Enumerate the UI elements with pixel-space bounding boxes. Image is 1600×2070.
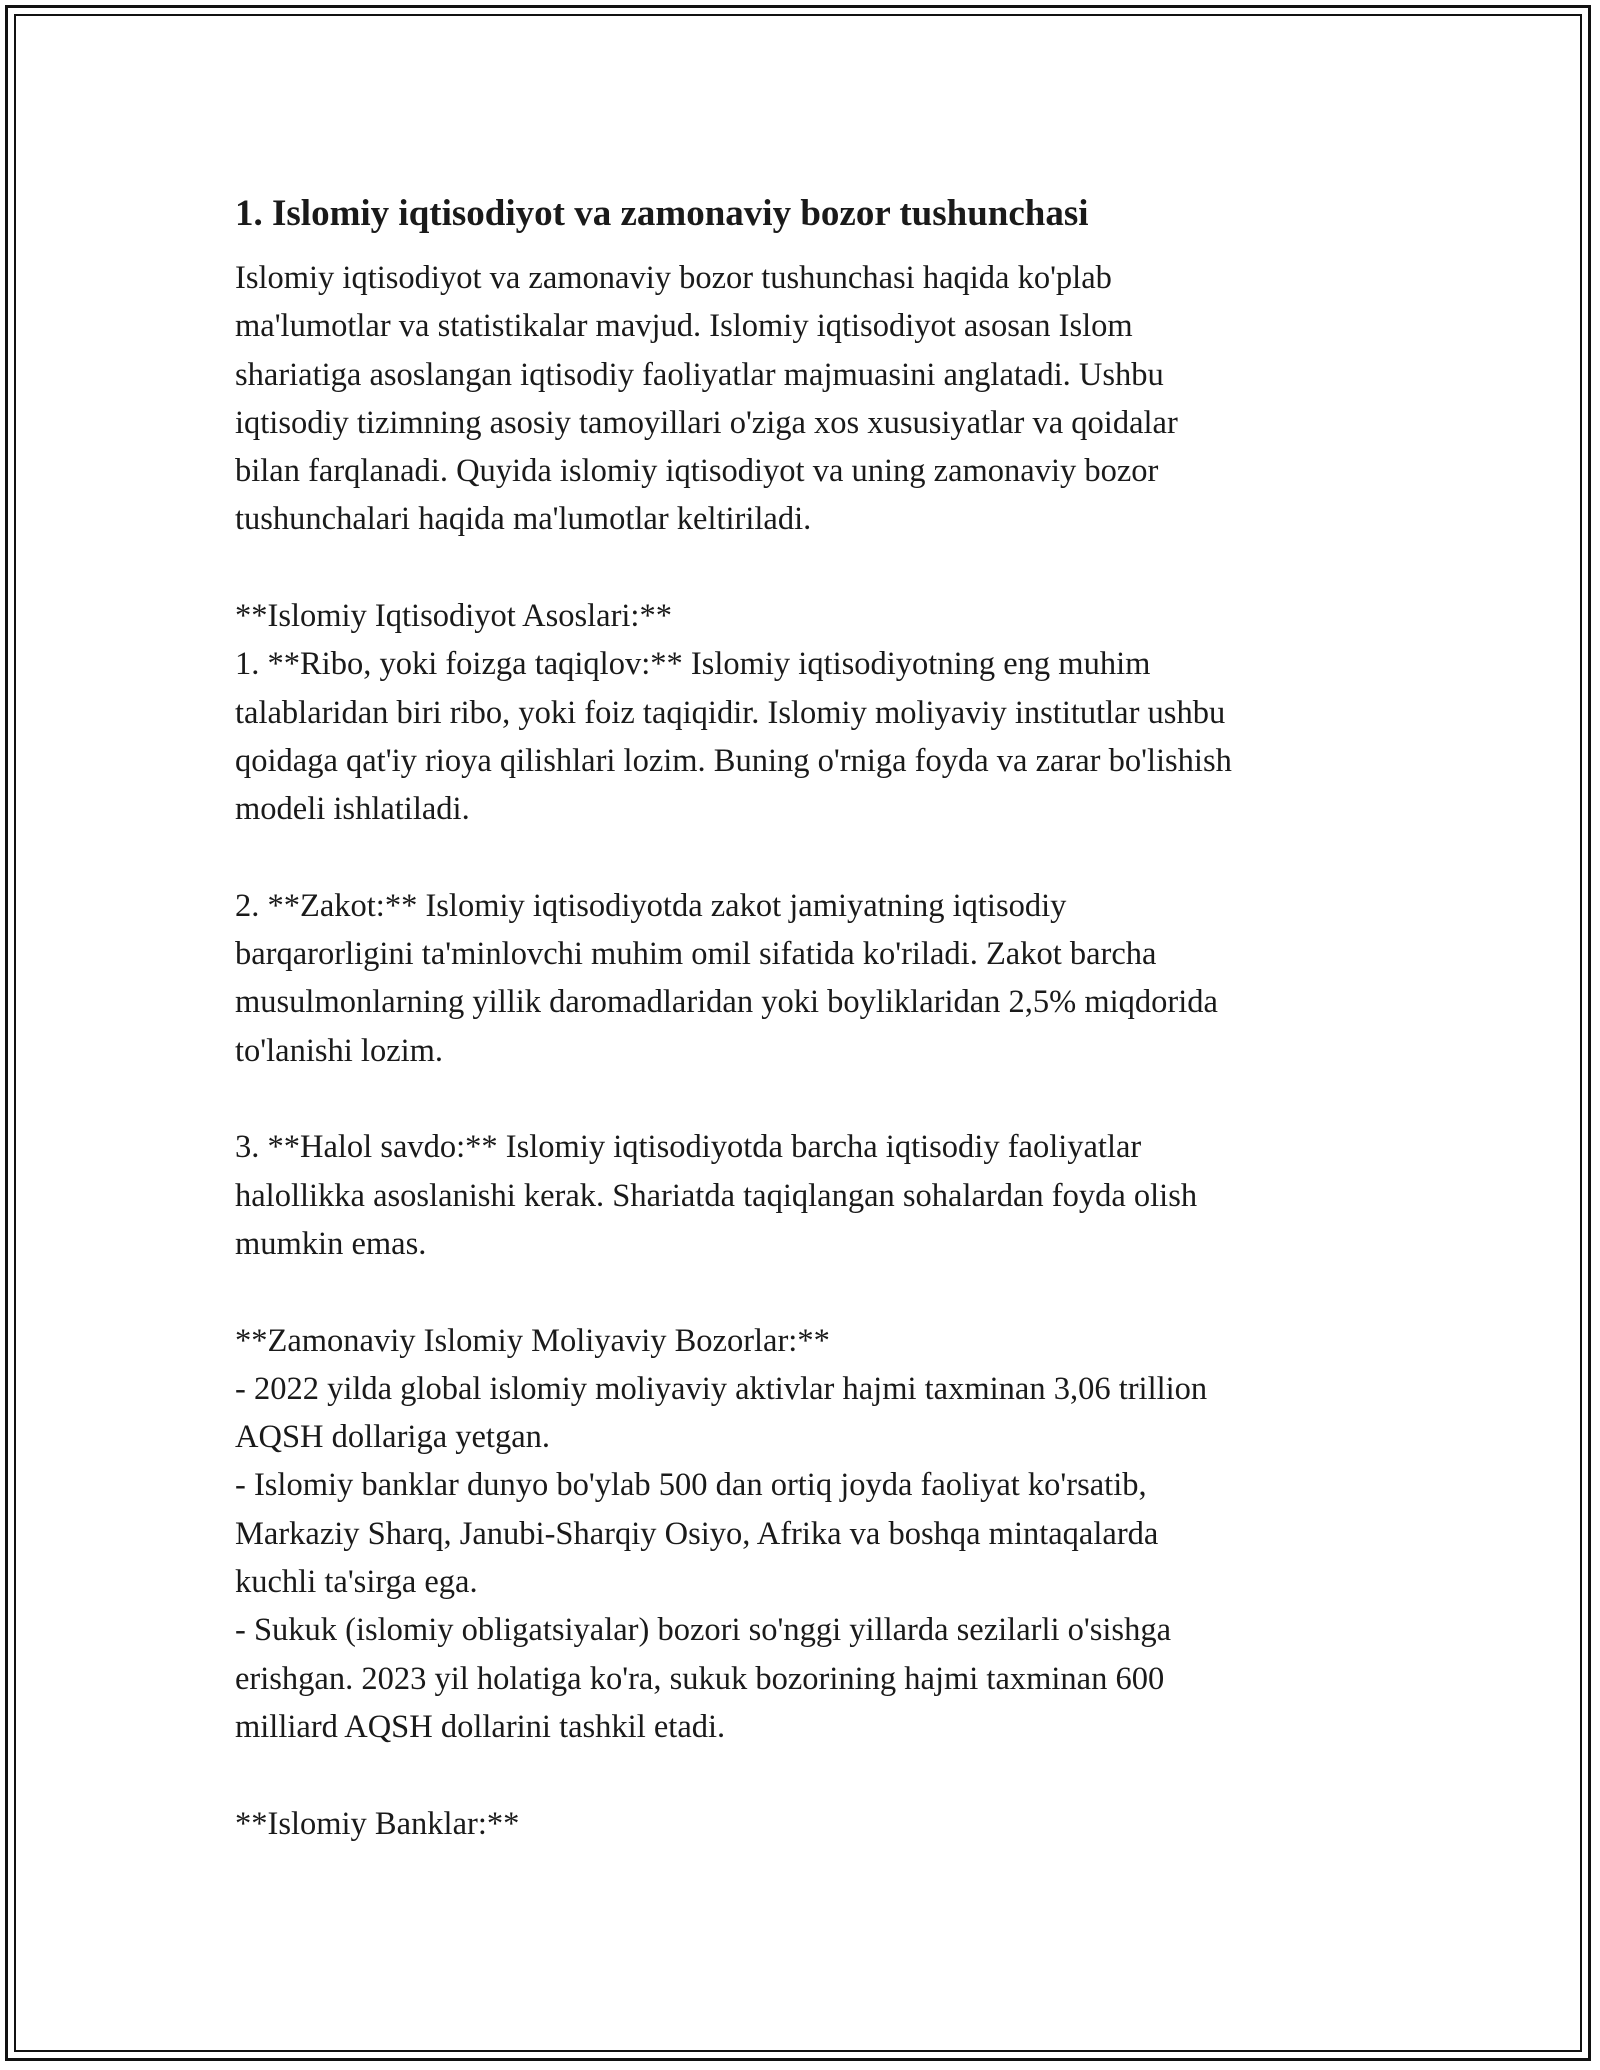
item-zakot-line: 2. **Zakot:** Islomiy iqtisodiyotda zakot jamiyatning iqtisodiy xyxy=(235,887,1067,924)
subsection-title-banklar: **Islomiy Banklar:** xyxy=(235,1805,520,1842)
bullet-line: AQSH dollariga yetgan. xyxy=(235,1419,551,1456)
bullet-line: - Islomiy banklar dunyo bo'ylab 500 dan ortiq joyda faoliyat ko'rsatib, xyxy=(235,1467,1147,1504)
intro-line: bilan farqlanadi. Quyida islomiy iqtisodiyot va uning zamonaviy bozor xyxy=(235,453,1159,490)
intro-line: Islomiy iqtisodiyot va zamonaviy bozor tushunchasi haqida ko'plab xyxy=(235,260,1112,296)
item-halol-line: mumkin emas. xyxy=(235,1225,427,1262)
document-body xyxy=(235,186,1365,1848)
intro-line: ma'lumotlar va statistikalar mavjud. Islomiy iqtisodiyot asosan Islom xyxy=(235,308,1133,345)
bullet-line: milliard AQSH dollarini tashkil etadi. xyxy=(235,1708,726,1745)
intro-line: tushunchalari haqida ma'lumotlar keltiriladi. xyxy=(235,501,812,538)
item-halol-line: halollikka asoslanishi kerak. Shariatda taqiqlangan sohalardan foyda olish xyxy=(235,1177,1198,1214)
item-zakot-line: musulmonlarning yillik daromadlaridan yoki boyliklaridan 2,5% miqdorida xyxy=(235,984,1218,1021)
item-zakot-line: to'lanishi lozim. xyxy=(235,1032,444,1069)
bullet-line: erishgan. 2023 yil holatiga ko'ra, sukuk bozorining hajmi taxminan 600 xyxy=(235,1660,1165,1697)
item-ribo-line: 1. **Ribo, yoki foizga taqiqlov:** Islomiy iqtisodiyotning eng muhim xyxy=(235,646,1151,683)
blank-line xyxy=(235,1075,1365,1123)
bullet-line: Markaziy Sharq, Janubi-Sharqiy Osiyo, Afrika va boshqa mintaqalarda xyxy=(235,1515,1159,1552)
item-halol-line: 3. **Halol savdo:** Islomiy iqtisodiyotda barcha iqtisodiy faoliyatlar xyxy=(235,1129,1142,1166)
blank-line xyxy=(235,1268,1365,1316)
item-zakot-line: barqarorligini ta'minlovchi muhim omil sifatida ko'riladi. Zakot barcha xyxy=(235,936,1157,973)
blank-line xyxy=(235,1751,1365,1799)
intro-line: shariatiga asoslangan iqtisodiy faoliyatlar majmuasini anglatadi. Ushbu xyxy=(235,356,1164,393)
item-ribo-line: modeli ishlatiladi. xyxy=(235,791,470,828)
blank-line xyxy=(235,544,1365,592)
bullet-line: - 2022 yilda global islomiy moliyaviy aktivlar hajmi taxminan 3,06 trillion xyxy=(235,1370,1208,1407)
bullet-line: - Sukuk (islomiy obligatsiyalar) bozori so'nggi yillarda sezilarli o'sishga xyxy=(235,1612,1171,1649)
intro-line: iqtisodiy tizimning asosiy tamoyillari o'ziga xos xususiyatlar va qoidalar xyxy=(235,404,1178,441)
intro-paragraph xyxy=(235,254,1365,1848)
blank-line xyxy=(235,834,1365,882)
subsection-title-asoslari: **Islomiy Iqtisodiyot Asoslari:** xyxy=(235,598,672,635)
bullet-line: kuchli ta'sirga ega. xyxy=(235,1564,478,1601)
item-ribo-line: qoidaga qat'iy rioya qilishlari lozim. Buning o'rniga foyda va zarar bo'lishish xyxy=(235,742,1232,779)
section-heading: 1. Islomiy iqtisodiyot va zamonaviy bozor tushunchasi xyxy=(235,193,1089,234)
item-ribo-line: talablaridan biri ribo, yoki foiz taqiqidir. Islomiy moliyaviy institutlar ushbu xyxy=(235,694,1226,731)
subsection-title-bozorlar: **Zamonaviy Islomiy Moliyaviy Bozorlar:** xyxy=(235,1322,830,1359)
